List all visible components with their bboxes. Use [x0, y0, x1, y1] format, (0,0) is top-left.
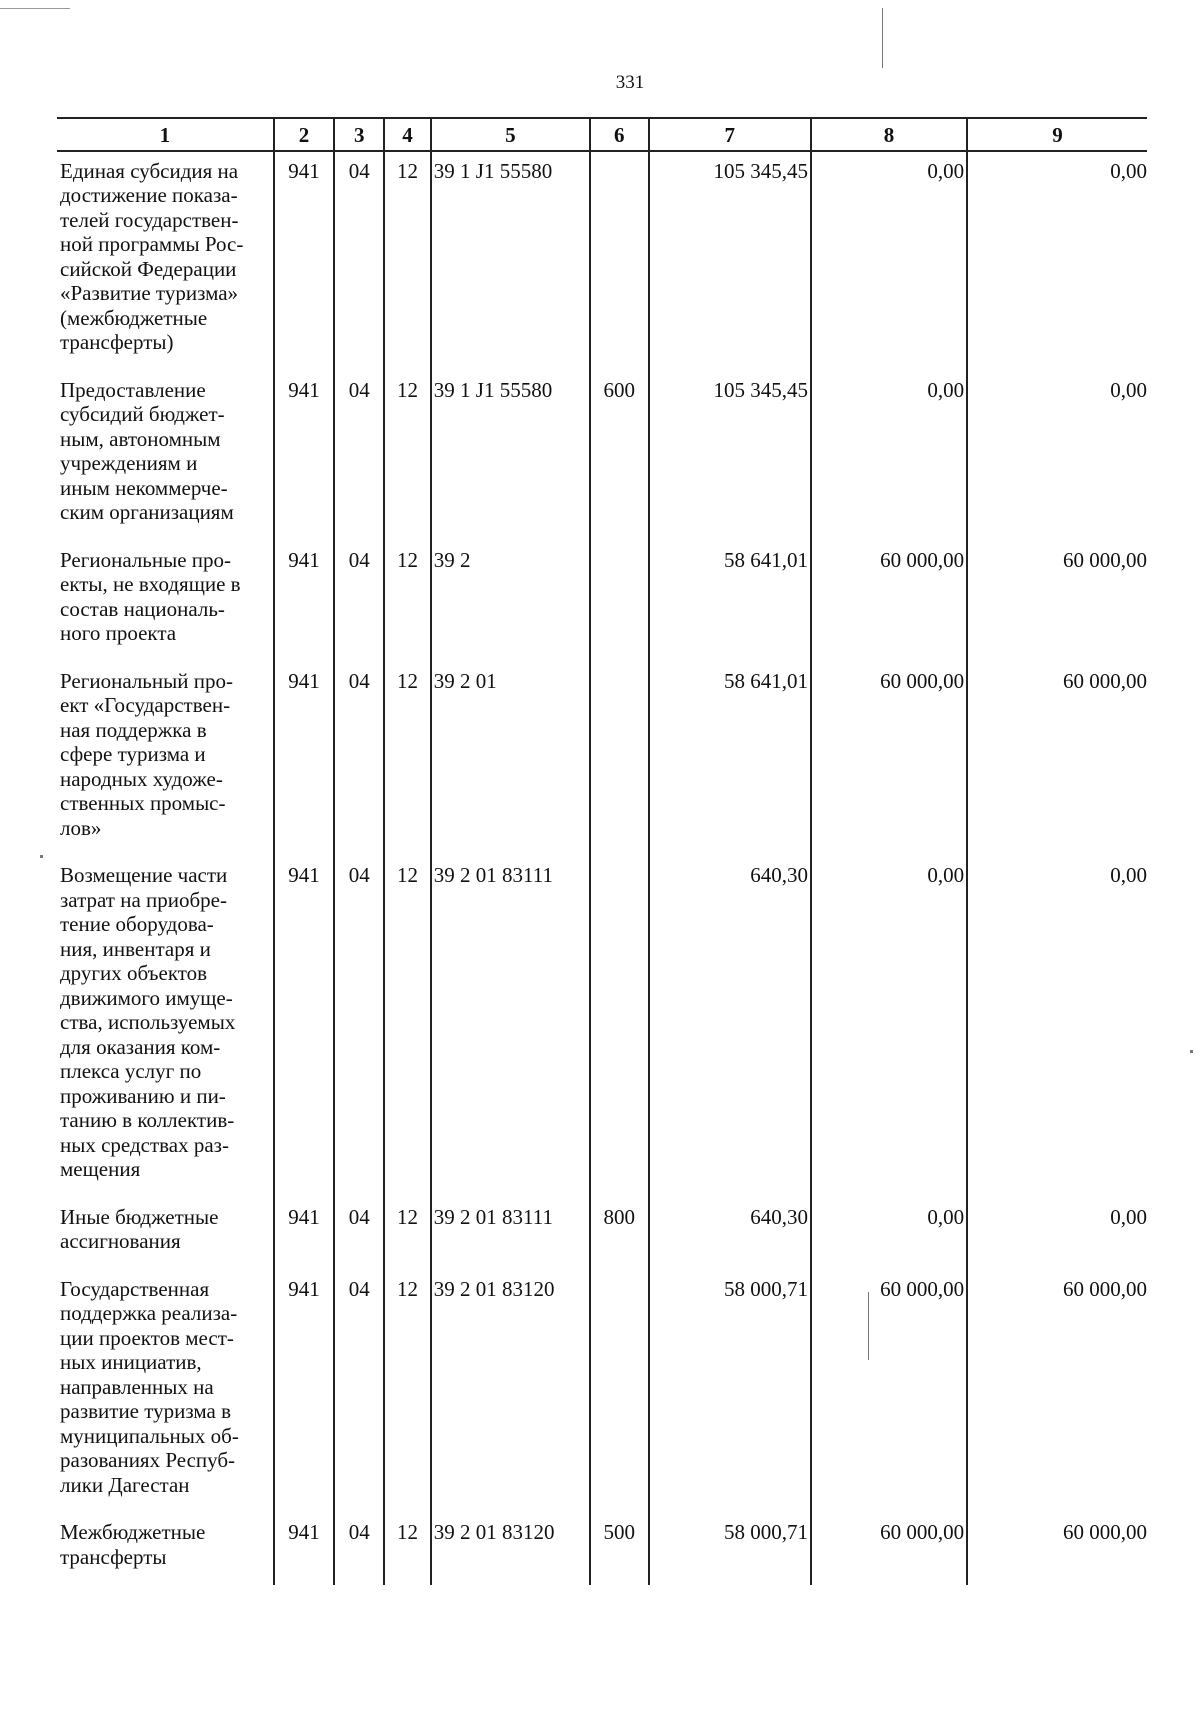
col-header-name: 1 — [57, 118, 274, 151]
name-line: трансферты — [60, 1544, 167, 1569]
gap-cell — [967, 525, 1147, 541]
cell-amount-1: 58 641,01 — [649, 662, 812, 841]
cell-expense-type: 600 — [590, 371, 649, 525]
scan-speck — [882, 8, 883, 68]
name-line: Региональные про- — [60, 547, 232, 572]
table-row — [57, 1513, 1147, 1569]
name-line: Возмещение части — [60, 863, 228, 887]
cell-name — [57, 856, 274, 1182]
gap-cell — [431, 1182, 590, 1198]
cell-name — [57, 541, 274, 646]
name-line: других объектов — [60, 961, 208, 985]
gap-cell — [431, 646, 590, 662]
cell-subsection: 12 — [384, 1270, 431, 1498]
cell-grbs: 941 — [274, 1513, 335, 1569]
name-line: затрат на приобре- — [60, 887, 227, 912]
cell-amount-3: 0,00 — [967, 1198, 1147, 1254]
cell-amount-1: 58 000,71 — [649, 1513, 812, 1569]
gap-cell — [811, 525, 967, 541]
cell-expense-type: 800 — [590, 1198, 649, 1254]
name-line: Региональный про- — [60, 668, 233, 693]
cell-amount-1: 105 345,45 — [649, 151, 812, 355]
gap-cell — [649, 1569, 812, 1585]
name-line: «Развитие туризма» — [60, 281, 239, 305]
gap-cell — [274, 1569, 335, 1585]
col-header-section: 3 — [334, 118, 384, 151]
gap-cell — [649, 646, 812, 662]
name-line: ной программы Рос- — [60, 232, 244, 256]
gap-cell — [649, 840, 812, 856]
name-line: учреждениям и — [60, 451, 198, 475]
gap-cell — [811, 1569, 967, 1585]
gap-cell — [334, 1497, 384, 1513]
cell-target-article: 39 2 01 83111 — [431, 856, 590, 1182]
gap-cell — [967, 1569, 1147, 1585]
name-line: (межбюджетные — [60, 305, 208, 330]
name-line: ная поддержка в — [60, 717, 207, 742]
cell-amount-2: 60 000,00 — [811, 1270, 967, 1498]
cell-amount-3: 60 000,00 — [967, 541, 1147, 646]
col-header-amount-3: 9 — [967, 118, 1147, 151]
name-line: состав националь- — [60, 596, 225, 621]
gap-cell — [57, 1497, 274, 1513]
gap-cell — [334, 355, 384, 371]
gap-cell — [431, 525, 590, 541]
cell-target-article: 39 2 01 83120 — [431, 1513, 590, 1569]
name-line: Межбюджетные — [60, 1520, 206, 1544]
header-row — [57, 118, 1147, 151]
row-gap — [57, 1497, 1147, 1513]
cell-grbs: 941 — [274, 151, 335, 355]
cell-amount-2: 60 000,00 — [811, 662, 967, 841]
name-line: ного проекта — [60, 621, 177, 645]
cell-subsection: 12 — [384, 541, 431, 646]
cell-grbs: 941 — [274, 1198, 335, 1254]
name-line: ект «Государствен- — [60, 693, 231, 717]
col-header-target-article: 5 — [431, 118, 590, 151]
cell-amount-2: 0,00 — [811, 371, 967, 525]
name-line: ных инициатив, — [60, 1350, 202, 1374]
name-line: екты, не входящие в — [60, 572, 241, 596]
gap-cell — [431, 1254, 590, 1270]
cell-target-article: 39 2 — [431, 541, 590, 646]
gap-cell — [811, 840, 967, 856]
name-line: поддержка реализа- — [60, 1301, 238, 1325]
row-gap — [57, 1182, 1147, 1198]
gap-cell — [384, 1497, 431, 1513]
name-line: достижение показа- — [60, 183, 238, 207]
scan-speck — [868, 1292, 869, 1360]
name-line: ных средствах раз- — [60, 1132, 229, 1157]
gap-cell — [811, 1254, 967, 1270]
gap-cell — [967, 1254, 1147, 1270]
gap-cell — [334, 840, 384, 856]
name-line: ассигнования — [60, 1229, 181, 1253]
name-line: Единая субсидия на — [60, 158, 239, 183]
row-gap — [57, 840, 1147, 856]
gap-cell — [57, 840, 274, 856]
cell-amount-2: 60 000,00 — [811, 541, 967, 646]
gap-cell — [649, 1182, 812, 1198]
table-row — [57, 371, 1147, 525]
cell-section: 04 — [334, 856, 384, 1182]
name-line: плекса услуг по — [60, 1059, 202, 1083]
gap-cell — [649, 1254, 812, 1270]
table-row — [57, 1198, 1147, 1254]
name-line: ния, инвентаря и — [60, 936, 211, 961]
name-line: тение оборудова- — [60, 912, 214, 936]
gap-cell — [431, 1569, 590, 1585]
name-line: ства, используемых — [60, 1010, 236, 1034]
gap-cell — [274, 355, 335, 371]
gap-cell — [57, 355, 274, 371]
name-line: проживанию и пи- — [60, 1083, 226, 1108]
cell-grbs: 941 — [274, 541, 335, 646]
gap-cell — [384, 1182, 431, 1198]
cell-expense-type — [590, 856, 649, 1182]
name-line: лики Дагестан — [60, 1472, 190, 1497]
gap-cell — [967, 355, 1147, 371]
cell-grbs: 941 — [274, 371, 335, 525]
name-line: трансферты) — [60, 330, 174, 354]
name-line: для оказания ком- — [60, 1034, 221, 1059]
gap-cell — [334, 1254, 384, 1270]
cell-grbs: 941 — [274, 662, 335, 841]
cell-subsection: 12 — [384, 856, 431, 1182]
gap-cell — [649, 1497, 812, 1513]
gap-cell — [274, 1182, 335, 1198]
cell-amount-1: 105 345,45 — [649, 371, 812, 525]
row-gap — [57, 646, 1147, 662]
name-line: народных художе- — [60, 766, 223, 791]
name-line: ным, автономным — [60, 426, 221, 451]
row-gap — [57, 525, 1147, 541]
table-row — [57, 1270, 1147, 1498]
cell-section: 04 — [334, 1270, 384, 1498]
cell-subsection: 12 — [384, 151, 431, 355]
cell-subsection: 12 — [384, 1198, 431, 1254]
name-line: муниципальных об- — [60, 1423, 239, 1448]
cell-amount-1: 58 000,71 — [649, 1270, 812, 1498]
col-header-grbs: 2 — [274, 118, 335, 151]
name-line: сийской Федерации — [60, 256, 237, 281]
cell-target-article: 39 1 J1 55580 — [431, 371, 590, 525]
cell-subsection: 12 — [384, 371, 431, 525]
scan-edge-line — [0, 8, 70, 9]
name-line: ции проектов мест- — [60, 1325, 234, 1350]
name-line: субсидий бюджет- — [60, 402, 225, 426]
cell-amount-2: 0,00 — [811, 1198, 967, 1254]
name-line: разованиях Респуб- — [60, 1448, 236, 1472]
gap-cell — [274, 646, 335, 662]
cell-amount-1: 58 641,01 — [649, 541, 812, 646]
gap-cell — [57, 1569, 274, 1585]
cell-amount-3: 60 000,00 — [967, 662, 1147, 841]
name-line: развитие туризма в — [60, 1399, 232, 1423]
gap-cell — [57, 1182, 274, 1198]
gap-cell — [334, 1569, 384, 1585]
gap-cell — [967, 1182, 1147, 1198]
name-line: танию в коллектив- — [60, 1108, 235, 1132]
gap-cell — [590, 840, 649, 856]
cell-expense-type — [590, 662, 649, 841]
gap-cell — [334, 1182, 384, 1198]
row-gap — [57, 1569, 1147, 1585]
name-line: ственных промыс- — [60, 791, 226, 815]
cell-amount-1: 640,30 — [649, 856, 812, 1182]
gap-cell — [431, 840, 590, 856]
col-header-amount-2: 8 — [811, 118, 967, 151]
gap-cell — [57, 646, 274, 662]
gap-cell — [590, 646, 649, 662]
gap-cell — [274, 1254, 335, 1270]
budget-table — [57, 117, 1147, 1585]
gap-cell — [967, 646, 1147, 662]
table-row — [57, 151, 1147, 355]
cell-amount-3: 0,00 — [967, 151, 1147, 355]
cell-target-article: 39 2 01 83111 — [431, 1198, 590, 1254]
name-line: Государственная — [60, 1276, 210, 1301]
gap-cell — [590, 1497, 649, 1513]
cell-subsection: 12 — [384, 662, 431, 841]
gap-cell — [649, 355, 812, 371]
cell-amount-3: 0,00 — [967, 371, 1147, 525]
cell-section: 04 — [334, 1198, 384, 1254]
cell-section: 04 — [334, 1513, 384, 1569]
gap-cell — [590, 1182, 649, 1198]
cell-expense-type — [590, 151, 649, 355]
name-line: Предоставление — [60, 377, 206, 402]
gap-cell — [274, 840, 335, 856]
cell-name — [57, 1270, 274, 1498]
cell-amount-2: 60 000,00 — [811, 1513, 967, 1569]
gap-cell — [590, 525, 649, 541]
cell-amount-1: 640,30 — [649, 1198, 812, 1254]
table-row — [57, 662, 1147, 841]
gap-cell — [590, 1254, 649, 1270]
cell-section: 04 — [334, 662, 384, 841]
gap-cell — [967, 1497, 1147, 1513]
page-number: 331 — [615, 72, 645, 93]
cell-section: 04 — [334, 371, 384, 525]
table-row — [57, 856, 1147, 1182]
gap-cell — [431, 1497, 590, 1513]
cell-target-article: 39 1 J1 55580 — [431, 151, 590, 355]
cell-name — [57, 1513, 274, 1569]
cell-amount-2: 0,00 — [811, 151, 967, 355]
gap-cell — [334, 525, 384, 541]
name-line: движимого имуще- — [60, 985, 233, 1010]
name-line: мещения — [60, 1157, 141, 1181]
cell-expense-type: 500 — [590, 1513, 649, 1569]
table-row — [57, 541, 1147, 646]
gap-cell — [649, 525, 812, 541]
gap-cell — [590, 355, 649, 371]
scan-speck — [1190, 1050, 1193, 1053]
gap-cell — [967, 840, 1147, 856]
col-header-amount-1: 7 — [649, 118, 812, 151]
gap-cell — [384, 525, 431, 541]
gap-cell — [811, 1497, 967, 1513]
cell-amount-3: 60 000,00 — [967, 1270, 1147, 1498]
gap-cell — [384, 1254, 431, 1270]
cell-amount-3: 0,00 — [967, 856, 1147, 1182]
cell-section: 04 — [334, 541, 384, 646]
cell-expense-type — [590, 541, 649, 646]
name-line: Иные бюджетные — [60, 1204, 219, 1229]
gap-cell — [57, 525, 274, 541]
cell-subsection: 12 — [384, 1513, 431, 1569]
gap-cell — [384, 355, 431, 371]
cell-name — [57, 371, 274, 525]
gap-cell — [274, 525, 335, 541]
gap-cell — [811, 1182, 967, 1198]
gap-cell — [274, 1497, 335, 1513]
cell-grbs: 941 — [274, 856, 335, 1182]
gap-cell — [590, 1569, 649, 1585]
name-line: направленных на — [60, 1374, 214, 1399]
name-line: лов» — [60, 815, 102, 840]
cell-amount-3: 60 000,00 — [967, 1513, 1147, 1569]
gap-cell — [334, 646, 384, 662]
gap-cell — [384, 840, 431, 856]
cell-name — [57, 151, 274, 355]
name-line: ским организациям — [60, 500, 234, 524]
gap-cell — [384, 646, 431, 662]
cell-name — [57, 662, 274, 841]
cell-target-article: 39 2 01 — [431, 662, 590, 841]
scan-speck — [40, 855, 43, 858]
gap-cell — [431, 355, 590, 371]
cell-target-article: 39 2 01 83120 — [431, 1270, 590, 1498]
cell-name — [57, 1198, 274, 1254]
name-line: сфере туризма и — [60, 742, 206, 766]
row-gap — [57, 1254, 1147, 1270]
cell-expense-type — [590, 1270, 649, 1498]
cell-section: 04 — [334, 151, 384, 355]
gap-cell — [811, 646, 967, 662]
gap-cell — [384, 1569, 431, 1585]
gap-cell — [811, 355, 967, 371]
cell-grbs: 941 — [274, 1270, 335, 1498]
col-header-expense-type: 6 — [590, 118, 649, 151]
gap-cell — [57, 1254, 274, 1270]
name-line: телей государствен- — [60, 207, 239, 232]
name-line: иным некоммерче- — [60, 475, 228, 500]
cell-amount-2: 0,00 — [811, 856, 967, 1182]
col-header-subsection: 4 — [384, 118, 431, 151]
table-body — [57, 151, 1147, 1586]
row-gap — [57, 355, 1147, 371]
